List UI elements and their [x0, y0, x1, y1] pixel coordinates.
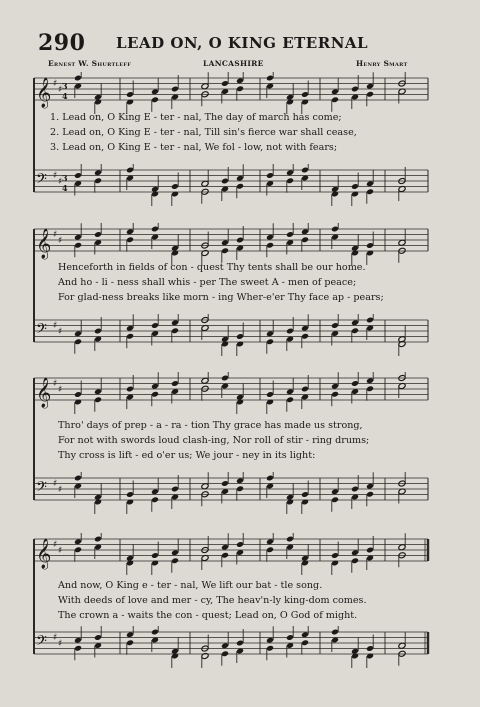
sharp-icon: ♯	[58, 236, 63, 246]
lyric-line-2: And ho - li - ness shall whis - per The sweet A - men of peace;	[58, 277, 357, 288]
lyric-line-3: The crown a - waits the con - quest; Lead on, O God of might.	[58, 610, 358, 621]
hymn-number: 290	[38, 30, 86, 56]
lyric-line-3: Thy cross is lift - ed o'er us; We jour - ney in its light:	[58, 450, 316, 461]
lyric-line-2: With deeds of love and mer - cy, The heav'n-ly king-dom comes.	[58, 595, 367, 606]
lyric-line-2: For not with swords loud clash-ing, Nor roll of stir - ring drums;	[58, 435, 370, 446]
lyric-line-1: Thro' days of prep - a - ra - tion Thy grace has made us strong,	[58, 420, 363, 431]
sharp-icon: ♯	[53, 321, 58, 331]
time-signature: 3	[62, 173, 68, 183]
sharp-icon: ♯	[58, 327, 63, 337]
author-credit: Ernest W. Shurtleff	[48, 59, 132, 68]
bass-clef-icon: 𝄢	[36, 479, 47, 499]
lyric-line-1: Henceforth in fields of con - quest Thy tents shall be our home.	[58, 262, 366, 273]
lyric-line-1: And now, O King e - ter - nal, We lift our bat - tle song.	[58, 580, 323, 591]
system-brace	[33, 229, 35, 342]
sharp-icon: ♯	[58, 85, 63, 95]
bass-staff	[0, 164, 480, 214]
sharp-icon: ♯	[53, 633, 58, 643]
composer-credit: Henry Smart	[356, 59, 408, 68]
lyric-line-3: For glad-ness breaks like morn - ing Wher-e'er Thy face ap - pears;	[58, 292, 384, 303]
sharp-icon: ♯	[53, 540, 58, 550]
time-signature: 4	[62, 91, 68, 101]
treble-clef-icon: 𝄞	[36, 78, 52, 108]
bass-clef-icon: 𝄢	[36, 633, 47, 653]
treble-clef-icon: 𝄞	[36, 378, 52, 408]
hymn-title: LEAD ON, O KING ETERNAL	[116, 34, 369, 52]
lyric-line-3: 3. Lead on, O King E - ter - nal, We fol - low, not with fears;	[50, 142, 338, 153]
sharp-icon: ♯	[53, 379, 58, 389]
system-brace	[33, 78, 35, 192]
sharp-icon: ♯	[58, 546, 63, 556]
sharp-icon: ♯	[53, 171, 58, 181]
sharp-icon: ♯	[58, 385, 63, 395]
bass-staff	[0, 314, 480, 364]
system-brace	[33, 378, 35, 500]
sharp-icon: ♯	[58, 639, 63, 649]
lyric-line-1: 1. Lead on, O King E - ter - nal, The day of march has come;	[50, 112, 342, 123]
sharp-icon: ♯	[58, 177, 63, 187]
bass-clef-icon: 𝄢	[36, 321, 47, 341]
bass-staff	[0, 472, 480, 522]
sharp-icon: ♯	[53, 230, 58, 240]
sharp-icon: ♯	[58, 485, 63, 495]
time-signature: 4	[62, 183, 68, 193]
system-brace	[33, 539, 35, 654]
treble-clef-icon: 𝄞	[36, 539, 52, 569]
treble-staff	[0, 372, 480, 422]
treble-clef-icon: 𝄞	[36, 229, 52, 259]
bass-clef-icon: 𝄢	[36, 171, 47, 191]
treble-staff	[0, 533, 480, 583]
sharp-icon: ♯	[53, 79, 58, 89]
sharp-icon: ♯	[53, 479, 58, 489]
lyric-line-2: 2. Lead on, O King E - ter - nal, Till sin's fierce war shall cease,	[50, 127, 357, 138]
bass-staff	[0, 626, 480, 676]
tune-name: LANCASHIRE	[203, 59, 264, 68]
time-signature: 3	[62, 81, 68, 91]
